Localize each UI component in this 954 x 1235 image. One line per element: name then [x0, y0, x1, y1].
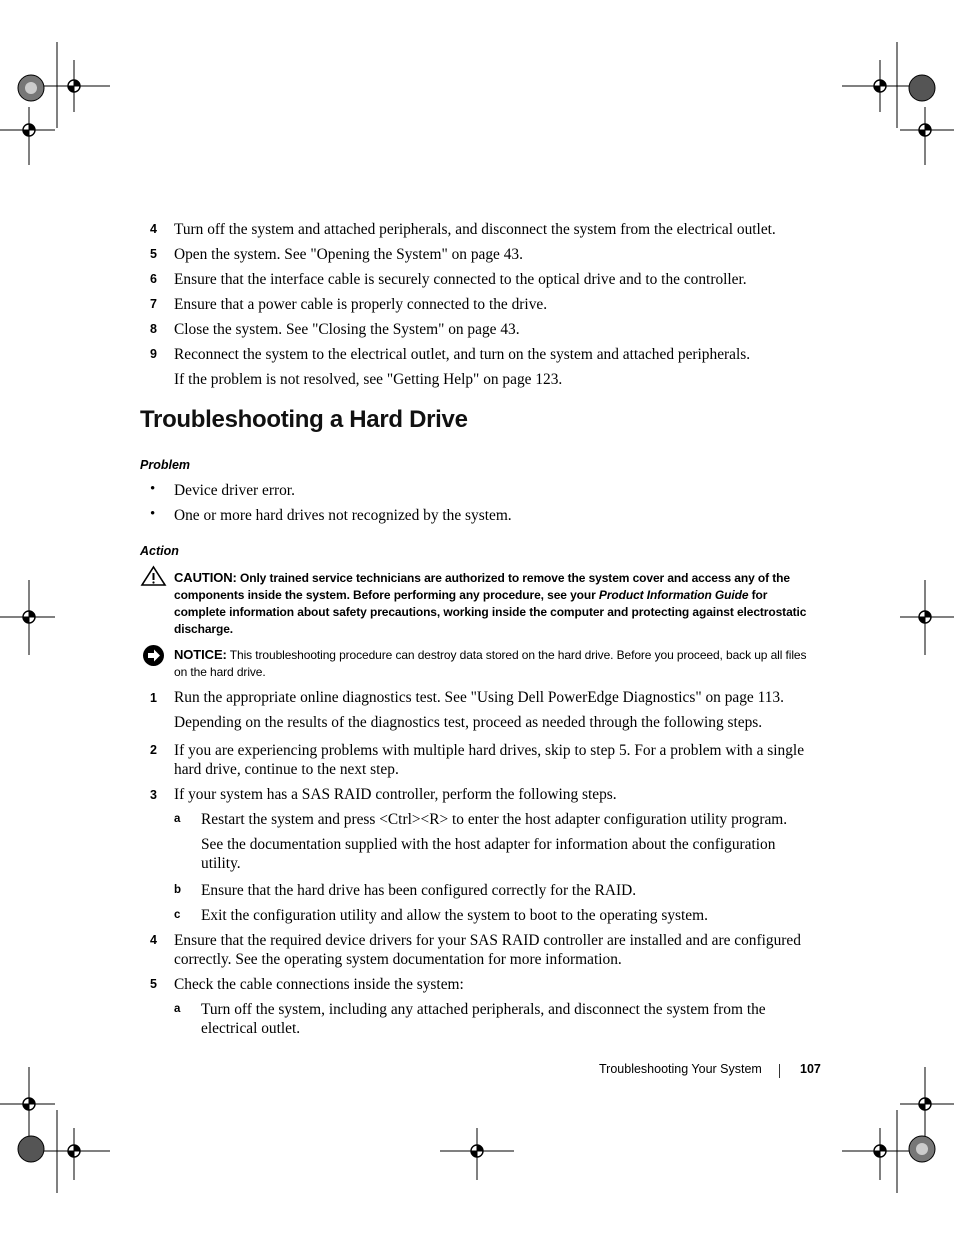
step-text: If your system has a SAS RAID controller, perform the following steps.: [174, 786, 617, 803]
step-number: 4: [150, 933, 157, 947]
caution-note: [174, 569, 819, 638]
section-title: Troubleshooting a Hard Drive: [140, 406, 468, 433]
product-guide-title: Product Information Guide: [598, 588, 749, 602]
step-number: 6: [150, 272, 157, 286]
action-label: Action: [140, 544, 179, 558]
caution-text: Only trained service technicians are authorized to remove the system cover and access any of the components inside the system. Before performing any procedure, see your: [174, 571, 790, 602]
substep-letter: a: [174, 1003, 181, 1015]
problem-item: Device driver error.: [174, 482, 295, 499]
notice-note: [174, 646, 819, 681]
step-number: 1: [150, 691, 157, 705]
step-followup: If the problem is not resolved, see "Getting Help" on page 123.: [174, 371, 563, 388]
step-text: Ensure that a power cable is properly connected to the drive.: [174, 296, 548, 313]
substep-followup: See the documentation supplied with the host adapter for information about the configuration utility.: [201, 836, 776, 872]
substep-text: Ensure that the hard drive has been configured correctly for the RAID.: [201, 882, 637, 899]
substep-text: Turn off the system, including any attached peripherals, and disconnect the system from the electrical outlet.: [201, 1001, 766, 1037]
problem-label: Problem: [140, 458, 191, 472]
step-text: Check the cable connections inside the system:: [174, 976, 464, 993]
step-text: Reconnect the system to the electrical outlet, and turn on the system and attached peripherals.: [174, 346, 751, 363]
bullet-marker: •: [150, 481, 156, 497]
step-text: Run the appropriate online diagnostics test. See "Using Dell PowerEdge Diagnostics" on page 113.: [174, 689, 784, 706]
page-number: 107: [800, 1062, 821, 1076]
warning-triangle-icon: [140, 565, 167, 587]
substep-letter: c: [174, 909, 181, 921]
step-number: 9: [150, 347, 157, 361]
step-text: Close the system. See "Closing the System" on page 43.: [174, 321, 520, 338]
substep-letter: a: [174, 813, 181, 825]
step-number: 8: [150, 322, 157, 336]
step-number: 5: [150, 247, 157, 261]
step-followup: Depending on the results of the diagnostics test, proceed as needed through the following steps.: [174, 714, 763, 731]
notice-text: This troubleshooting procedure can destroy data stored on the hard drive. Before you proceed, back up all files on the hard drive.: [174, 648, 807, 679]
step-number: 4: [150, 222, 157, 236]
step-number: 2: [150, 743, 157, 757]
step-number: 7: [150, 297, 157, 311]
footer-separator: [779, 1064, 780, 1078]
step-number: 3: [150, 788, 157, 802]
bullet-marker: •: [150, 506, 156, 522]
substep-text: Restart the system and press <Ctrl><R> to enter the host adapter configuration utility program.: [201, 811, 788, 828]
step-text: Ensure that the required device drivers for your SAS RAID controller are installed and are configured correctly. See the operating system documentation for more information.: [174, 932, 801, 968]
substep-text: Exit the configuration utility and allow the system to boot to the operating system.: [201, 907, 708, 924]
substep-letter: b: [174, 884, 182, 896]
notice-arrow-icon: [142, 644, 165, 667]
step-text: Ensure that the interface cable is securely connected to the optical drive and to the controller.: [174, 271, 747, 288]
footer-chapter: Troubleshooting Your System: [599, 1062, 762, 1076]
step-text: Turn off the system and attached peripherals, and disconnect the system from the electrical outlet.: [174, 221, 776, 238]
problem-item: One or more hard drives not recognized by the system.: [174, 507, 512, 524]
caution-text-end: for complete information about safety precautions, working inside the computer and protecting against electrostatic discharge.: [174, 588, 807, 636]
step-text: If you are experiencing problems with multiple hard drives, skip to step 5. For a problem with a single hard drive, continue to the next step.: [174, 742, 805, 778]
step-text: Open the system. See "Opening the System" on page 43.: [174, 246, 523, 263]
notice-label: NOTICE:: [174, 647, 227, 662]
caution-label: CAUTION:: [174, 570, 237, 585]
step-number: 5: [150, 977, 157, 991]
